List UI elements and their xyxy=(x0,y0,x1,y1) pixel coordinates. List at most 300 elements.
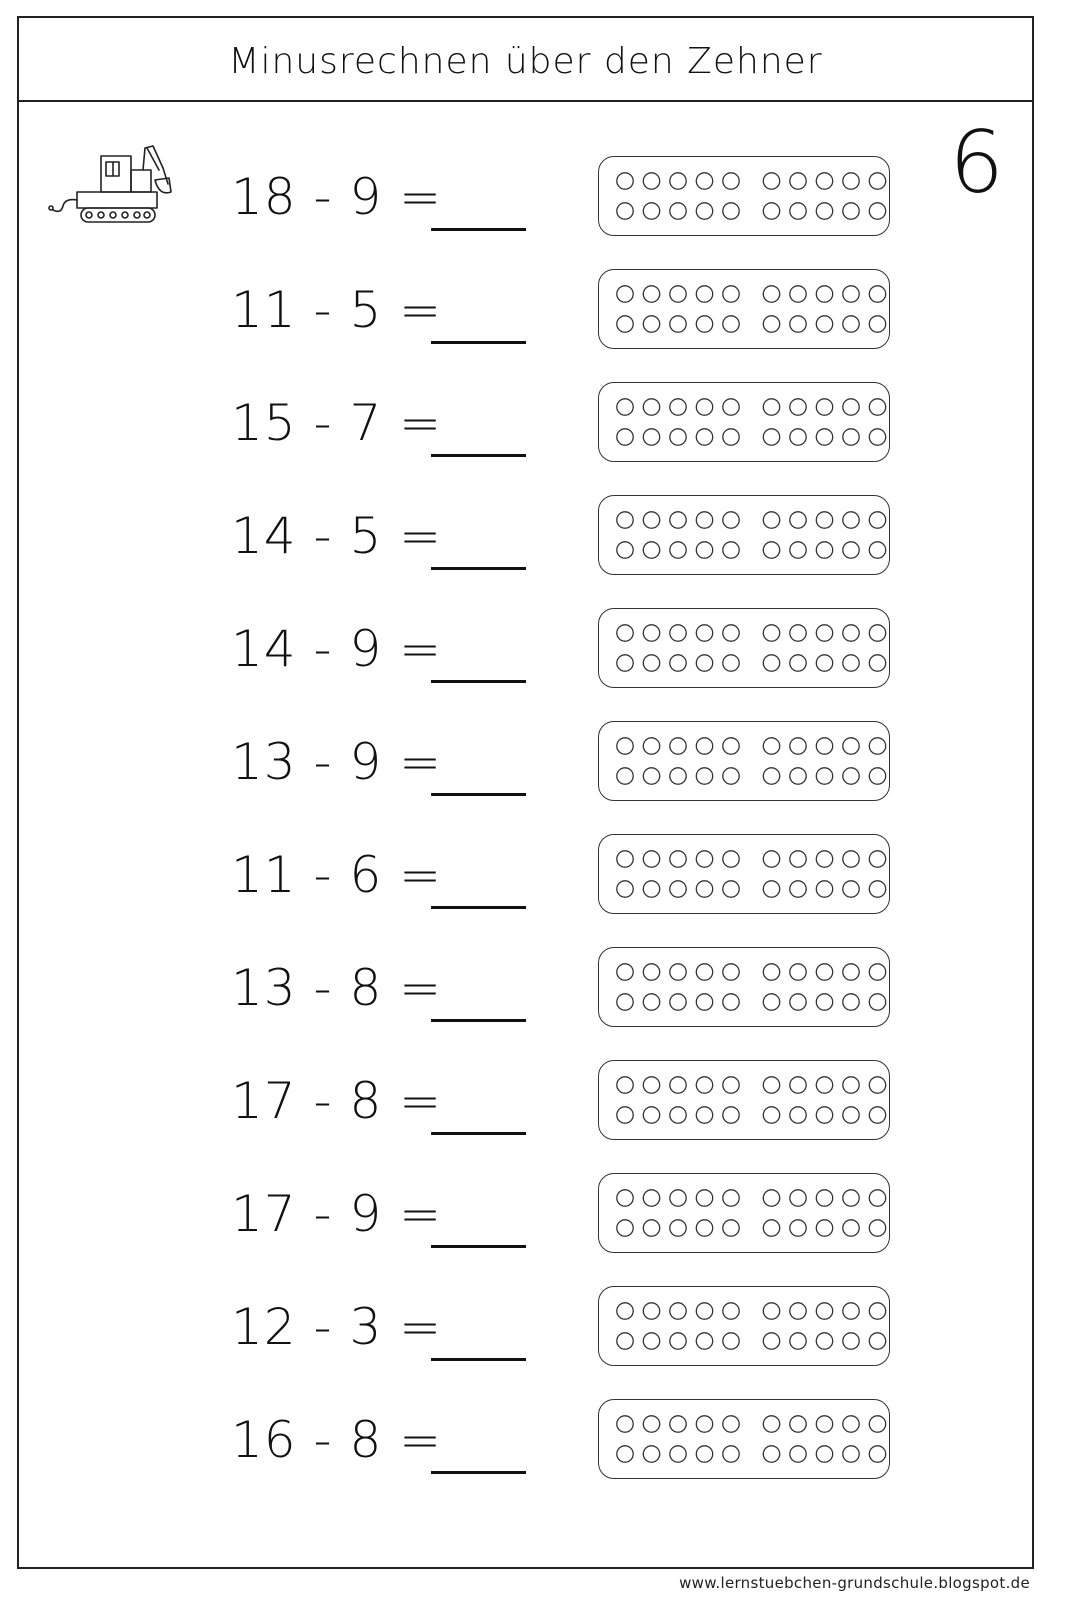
counter-circle[interactable] xyxy=(696,1190,712,1206)
counter-circle[interactable] xyxy=(670,1333,686,1349)
counter-circle[interactable] xyxy=(843,542,859,558)
counter-circle[interactable] xyxy=(790,1446,806,1462)
answer-line[interactable] xyxy=(431,567,526,570)
twenty-frame xyxy=(598,721,890,801)
twenty-frame xyxy=(598,156,890,236)
counter-circle[interactable] xyxy=(723,1190,739,1206)
counter-circle[interactable] xyxy=(643,1220,659,1236)
counter-circle[interactable] xyxy=(763,994,779,1010)
answer-line[interactable] xyxy=(431,793,526,796)
counter-circle[interactable] xyxy=(643,173,659,189)
counter-circle[interactable] xyxy=(869,512,885,528)
counter-circle[interactable] xyxy=(869,881,885,897)
counter-circle[interactable] xyxy=(843,625,859,641)
counter-circle[interactable] xyxy=(643,1446,659,1462)
answer-line[interactable] xyxy=(431,1358,526,1361)
counter-circle[interactable] xyxy=(843,399,859,415)
task-row xyxy=(19,1286,1032,1366)
counter-circle[interactable] xyxy=(869,1190,885,1206)
equation-text: 14 - 9 = xyxy=(231,620,443,678)
counter-circle[interactable] xyxy=(763,1190,779,1206)
counter-circle[interactable] xyxy=(816,1220,832,1236)
answer-line[interactable] xyxy=(431,1245,526,1248)
counter-circle[interactable] xyxy=(670,655,686,671)
task-row xyxy=(19,947,1032,1027)
counter-circle[interactable] xyxy=(617,286,633,302)
counter-grid xyxy=(599,383,891,463)
counter-circle[interactable] xyxy=(869,1333,885,1349)
task-row xyxy=(19,495,1032,575)
counter-circle[interactable] xyxy=(696,881,712,897)
counter-grid xyxy=(599,1061,891,1141)
counter-circle[interactable] xyxy=(816,429,832,445)
counter-circle[interactable] xyxy=(763,768,779,784)
counter-circle[interactable] xyxy=(763,173,779,189)
counter-grid xyxy=(599,496,891,576)
counter-circle[interactable] xyxy=(763,1220,779,1236)
task-row xyxy=(19,269,1032,349)
counter-circle[interactable] xyxy=(763,625,779,641)
counter-circle[interactable] xyxy=(816,316,832,332)
counter-circle[interactable] xyxy=(696,1416,712,1432)
counter-circle[interactable] xyxy=(617,851,633,867)
counter-circle[interactable] xyxy=(763,738,779,754)
twenty-frame xyxy=(598,608,890,688)
counter-circle[interactable] xyxy=(696,625,712,641)
counter-circle[interactable] xyxy=(816,512,832,528)
counter-circle[interactable] xyxy=(843,1077,859,1093)
counter-circle[interactable] xyxy=(869,1107,885,1123)
counter-circle[interactable] xyxy=(696,1220,712,1236)
counter-grid xyxy=(599,1287,891,1367)
counter-circle[interactable] xyxy=(843,1446,859,1462)
counter-circle[interactable] xyxy=(617,655,633,671)
counter-circle[interactable] xyxy=(763,851,779,867)
task-row xyxy=(19,382,1032,462)
counter-circle[interactable] xyxy=(643,429,659,445)
counter-circle[interactable] xyxy=(696,512,712,528)
counter-circle[interactable] xyxy=(643,994,659,1010)
counter-circle[interactable] xyxy=(670,625,686,641)
twenty-frame xyxy=(598,495,890,575)
counter-circle[interactable] xyxy=(696,203,712,219)
counter-grid xyxy=(599,157,891,237)
counter-circle[interactable] xyxy=(643,964,659,980)
counter-circle[interactable] xyxy=(843,768,859,784)
counter-circle[interactable] xyxy=(670,964,686,980)
worksheet-title: Minusrechnen über den Zehner xyxy=(228,40,823,82)
counter-circle[interactable] xyxy=(816,738,832,754)
counter-circle[interactable] xyxy=(816,625,832,641)
counter-circle[interactable] xyxy=(869,399,885,415)
counter-circle[interactable] xyxy=(790,1107,806,1123)
counter-circle[interactable] xyxy=(763,881,779,897)
counter-circle[interactable] xyxy=(763,1107,779,1123)
counter-grid xyxy=(599,609,891,689)
counter-circle[interactable] xyxy=(643,1107,659,1123)
counter-circle[interactable] xyxy=(790,1416,806,1432)
answer-line[interactable] xyxy=(431,341,526,344)
counter-circle[interactable] xyxy=(696,768,712,784)
equation-text: 12 - 3 = xyxy=(231,1298,443,1356)
counter-circle[interactable] xyxy=(617,316,633,332)
counter-circle[interactable] xyxy=(790,286,806,302)
counter-circle[interactable] xyxy=(643,1190,659,1206)
answer-line[interactable] xyxy=(431,1019,526,1022)
counter-circle[interactable] xyxy=(617,429,633,445)
counter-circle[interactable] xyxy=(843,1416,859,1432)
counter-circle[interactable] xyxy=(696,429,712,445)
task-row xyxy=(19,156,1032,236)
counter-circle[interactable] xyxy=(696,1446,712,1462)
counter-circle[interactable] xyxy=(723,738,739,754)
counter-circle[interactable] xyxy=(617,1446,633,1462)
counter-circle[interactable] xyxy=(696,1303,712,1319)
counter-circle[interactable] xyxy=(790,964,806,980)
counter-circle[interactable] xyxy=(696,738,712,754)
counter-circle[interactable] xyxy=(790,173,806,189)
counter-circle[interactable] xyxy=(763,429,779,445)
counter-circle[interactable] xyxy=(790,994,806,1010)
counter-grid xyxy=(599,948,891,1028)
counter-circle[interactable] xyxy=(816,851,832,867)
counter-circle[interactable] xyxy=(843,512,859,528)
counter-circle[interactable] xyxy=(643,768,659,784)
counter-circle[interactable] xyxy=(790,203,806,219)
task-row xyxy=(19,608,1032,688)
counter-circle[interactable] xyxy=(843,316,859,332)
counter-circle[interactable] xyxy=(643,881,659,897)
counter-circle[interactable] xyxy=(723,399,739,415)
task-row xyxy=(19,834,1032,914)
answer-line[interactable] xyxy=(431,1471,526,1474)
counter-circle[interactable] xyxy=(670,768,686,784)
counter-circle[interactable] xyxy=(869,964,885,980)
worksheet xyxy=(17,16,1034,1569)
counter-circle[interactable] xyxy=(670,1107,686,1123)
counter-circle[interactable] xyxy=(617,1416,633,1432)
counter-circle[interactable] xyxy=(843,964,859,980)
counter-circle[interactable] xyxy=(643,286,659,302)
counter-circle[interactable] xyxy=(843,1333,859,1349)
answer-line[interactable] xyxy=(431,680,526,683)
counter-circle[interactable] xyxy=(790,542,806,558)
counter-circle[interactable] xyxy=(843,994,859,1010)
counter-circle[interactable] xyxy=(723,655,739,671)
counter-circle[interactable] xyxy=(643,655,659,671)
twenty-frame xyxy=(598,834,890,914)
counter-circle[interactable] xyxy=(670,1077,686,1093)
counter-circle[interactable] xyxy=(790,1303,806,1319)
counter-circle[interactable] xyxy=(696,994,712,1010)
counter-circle[interactable] xyxy=(670,399,686,415)
counter-circle[interactable] xyxy=(643,316,659,332)
counter-circle[interactable] xyxy=(790,429,806,445)
counter-circle[interactable] xyxy=(670,881,686,897)
counter-circle[interactable] xyxy=(696,173,712,189)
counter-circle[interactable] xyxy=(763,399,779,415)
counter-circle[interactable] xyxy=(617,1107,633,1123)
counter-circle[interactable] xyxy=(670,542,686,558)
counter-circle[interactable] xyxy=(790,625,806,641)
counter-circle[interactable] xyxy=(763,1303,779,1319)
counter-circle[interactable] xyxy=(696,286,712,302)
counter-circle[interactable] xyxy=(763,1077,779,1093)
counter-circle[interactable] xyxy=(816,994,832,1010)
counter-circle[interactable] xyxy=(670,286,686,302)
counter-circle[interactable] xyxy=(723,1107,739,1123)
counter-circle[interactable] xyxy=(816,1333,832,1349)
counter-circle[interactable] xyxy=(696,655,712,671)
equation-text: 17 - 8 = xyxy=(231,1072,443,1130)
answer-line[interactable] xyxy=(431,454,526,457)
counter-circle[interactable] xyxy=(869,1220,885,1236)
counter-circle[interactable] xyxy=(790,1220,806,1236)
counter-circle[interactable] xyxy=(869,1303,885,1319)
counter-circle[interactable] xyxy=(723,203,739,219)
counter-circle[interactable] xyxy=(816,1303,832,1319)
counter-circle[interactable] xyxy=(643,399,659,415)
counter-circle[interactable] xyxy=(617,1220,633,1236)
counter-circle[interactable] xyxy=(696,399,712,415)
counter-circle[interactable] xyxy=(843,881,859,897)
counter-circle[interactable] xyxy=(790,1077,806,1093)
counter-circle[interactable] xyxy=(843,1303,859,1319)
counter-circle[interactable] xyxy=(723,1077,739,1093)
counter-circle[interactable] xyxy=(723,851,739,867)
counter-circle[interactable] xyxy=(816,286,832,302)
counter-circle[interactable] xyxy=(869,542,885,558)
counter-circle[interactable] xyxy=(643,542,659,558)
counter-circle[interactable] xyxy=(670,1220,686,1236)
counter-circle[interactable] xyxy=(723,625,739,641)
counter-circle[interactable] xyxy=(869,625,885,641)
counter-circle[interactable] xyxy=(816,768,832,784)
counter-circle[interactable] xyxy=(763,542,779,558)
counter-circle[interactable] xyxy=(617,768,633,784)
counter-circle[interactable] xyxy=(869,851,885,867)
equation-text: 14 - 5 = xyxy=(231,507,443,565)
counter-circle[interactable] xyxy=(643,203,659,219)
counter-grid xyxy=(599,1174,891,1254)
counter-circle[interactable] xyxy=(843,851,859,867)
counter-circle[interactable] xyxy=(696,964,712,980)
equation-text: 13 - 8 = xyxy=(231,959,443,1017)
counter-circle[interactable] xyxy=(617,399,633,415)
counter-circle[interactable] xyxy=(723,512,739,528)
counter-circle[interactable] xyxy=(869,429,885,445)
twenty-frame xyxy=(598,1173,890,1253)
counter-circle[interactable] xyxy=(869,1077,885,1093)
counter-circle[interactable] xyxy=(763,203,779,219)
equation-text: 16 - 8 = xyxy=(231,1411,443,1469)
counter-circle[interactable] xyxy=(617,994,633,1010)
counter-circle[interactable] xyxy=(723,964,739,980)
counter-circle[interactable] xyxy=(643,1333,659,1349)
counter-circle[interactable] xyxy=(723,316,739,332)
counter-circle[interactable] xyxy=(696,1333,712,1349)
counter-circle[interactable] xyxy=(670,1190,686,1206)
counter-circle[interactable] xyxy=(617,738,633,754)
counter-circle[interactable] xyxy=(643,512,659,528)
counter-circle[interactable] xyxy=(816,399,832,415)
task-row xyxy=(19,1399,1032,1479)
equation-text: 18 - 9 = xyxy=(231,168,443,226)
counter-circle[interactable] xyxy=(617,1190,633,1206)
counter-grid xyxy=(599,1400,891,1480)
counter-circle[interactable] xyxy=(843,1220,859,1236)
counter-circle[interactable] xyxy=(670,994,686,1010)
counter-circle[interactable] xyxy=(723,542,739,558)
counter-circle[interactable] xyxy=(643,1303,659,1319)
counter-circle[interactable] xyxy=(816,1446,832,1462)
counter-circle[interactable] xyxy=(723,768,739,784)
counter-circle[interactable] xyxy=(763,512,779,528)
counter-circle[interactable] xyxy=(643,625,659,641)
counter-circle[interactable] xyxy=(816,173,832,189)
counter-circle[interactable] xyxy=(696,542,712,558)
counter-circle[interactable] xyxy=(643,1077,659,1093)
counter-circle[interactable] xyxy=(816,1190,832,1206)
counter-circle[interactable] xyxy=(869,655,885,671)
counter-circle[interactable] xyxy=(816,1107,832,1123)
counter-circle[interactable] xyxy=(723,173,739,189)
counter-circle[interactable] xyxy=(869,1416,885,1432)
twenty-frame xyxy=(598,1399,890,1479)
twenty-frame xyxy=(598,1060,890,1140)
counter-grid xyxy=(599,270,891,350)
counter-circle[interactable] xyxy=(617,1333,633,1349)
counter-circle[interactable] xyxy=(723,881,739,897)
counter-circle[interactable] xyxy=(723,1303,739,1319)
counter-circle[interactable] xyxy=(723,1220,739,1236)
counter-circle[interactable] xyxy=(763,1446,779,1462)
counter-circle[interactable] xyxy=(816,1416,832,1432)
counter-circle[interactable] xyxy=(816,881,832,897)
counter-circle[interactable] xyxy=(617,173,633,189)
equation-text: 13 - 9 = xyxy=(231,733,443,791)
counter-circle[interactable] xyxy=(670,738,686,754)
counter-circle[interactable] xyxy=(723,429,739,445)
counter-circle[interactable] xyxy=(763,655,779,671)
counter-circle[interactable] xyxy=(869,316,885,332)
twenty-frame xyxy=(598,1286,890,1366)
counter-circle[interactable] xyxy=(617,625,633,641)
task-row xyxy=(19,721,1032,801)
counter-circle[interactable] xyxy=(763,964,779,980)
counter-circle[interactable] xyxy=(617,542,633,558)
counter-circle[interactable] xyxy=(617,512,633,528)
counter-circle[interactable] xyxy=(843,1107,859,1123)
counter-circle[interactable] xyxy=(843,173,859,189)
counter-circle[interactable] xyxy=(869,768,885,784)
counter-circle[interactable] xyxy=(763,316,779,332)
counter-circle[interactable] xyxy=(643,1416,659,1432)
counter-circle[interactable] xyxy=(763,1333,779,1349)
counter-circle[interactable] xyxy=(816,203,832,219)
counter-circle[interactable] xyxy=(643,738,659,754)
counter-circle[interactable] xyxy=(790,316,806,332)
counter-circle[interactable] xyxy=(617,964,633,980)
answer-line[interactable] xyxy=(431,906,526,909)
counter-grid xyxy=(599,722,891,802)
counter-circle[interactable] xyxy=(790,1333,806,1349)
counter-circle[interactable] xyxy=(869,203,885,219)
counter-circle[interactable] xyxy=(696,1077,712,1093)
answer-line[interactable] xyxy=(431,1132,526,1135)
counter-circle[interactable] xyxy=(723,1416,739,1432)
counter-circle[interactable] xyxy=(790,881,806,897)
equation-text: 11 - 6 = xyxy=(231,846,443,904)
sheet-number: 6 xyxy=(949,113,1004,213)
counter-circle[interactable] xyxy=(670,316,686,332)
counter-circle[interactable] xyxy=(790,738,806,754)
counter-circle[interactable] xyxy=(790,399,806,415)
counter-circle[interactable] xyxy=(843,286,859,302)
counter-circle[interactable] xyxy=(763,286,779,302)
counter-circle[interactable] xyxy=(869,173,885,189)
counter-circle[interactable] xyxy=(670,851,686,867)
counter-circle[interactable] xyxy=(670,173,686,189)
counter-circle[interactable] xyxy=(696,316,712,332)
counter-circle[interactable] xyxy=(790,768,806,784)
counter-grid xyxy=(599,835,891,915)
counter-circle[interactable] xyxy=(790,851,806,867)
counter-circle[interactable] xyxy=(670,1446,686,1462)
counter-circle[interactable] xyxy=(816,542,832,558)
task-row xyxy=(19,1060,1032,1140)
counter-circle[interactable] xyxy=(723,1333,739,1349)
counter-circle[interactable] xyxy=(670,512,686,528)
counter-circle[interactable] xyxy=(617,881,633,897)
counter-circle[interactable] xyxy=(696,1107,712,1123)
counter-circle[interactable] xyxy=(643,851,659,867)
task-row xyxy=(19,1173,1032,1253)
counter-circle[interactable] xyxy=(617,203,633,219)
counter-circle[interactable] xyxy=(816,964,832,980)
counter-circle[interactable] xyxy=(723,1446,739,1462)
counter-circle[interactable] xyxy=(816,1077,832,1093)
counter-circle[interactable] xyxy=(670,203,686,219)
counter-circle[interactable] xyxy=(670,1303,686,1319)
counter-circle[interactable] xyxy=(869,994,885,1010)
counter-circle[interactable] xyxy=(869,286,885,302)
counter-circle[interactable] xyxy=(670,1416,686,1432)
counter-circle[interactable] xyxy=(723,286,739,302)
counter-circle[interactable] xyxy=(869,738,885,754)
counter-circle[interactable] xyxy=(843,1190,859,1206)
counter-circle[interactable] xyxy=(617,1303,633,1319)
answer-line[interactable] xyxy=(431,228,526,231)
counter-circle[interactable] xyxy=(723,994,739,1010)
counter-circle[interactable] xyxy=(696,851,712,867)
counter-circle[interactable] xyxy=(843,738,859,754)
counter-circle[interactable] xyxy=(617,1077,633,1093)
footer-url: www.lernstuebchen-grundschule.blogspot.de xyxy=(679,1574,1030,1592)
equation-text: 15 - 7 = xyxy=(231,394,443,452)
counter-circle[interactable] xyxy=(790,512,806,528)
counter-circle[interactable] xyxy=(843,655,859,671)
counter-circle[interactable] xyxy=(816,655,832,671)
twenty-frame xyxy=(598,269,890,349)
counter-circle[interactable] xyxy=(843,429,859,445)
counter-circle[interactable] xyxy=(843,203,859,219)
counter-circle[interactable] xyxy=(670,429,686,445)
counter-circle[interactable] xyxy=(869,1446,885,1462)
counter-circle[interactable] xyxy=(790,655,806,671)
counter-circle[interactable] xyxy=(763,1416,779,1432)
counter-circle[interactable] xyxy=(790,1190,806,1206)
